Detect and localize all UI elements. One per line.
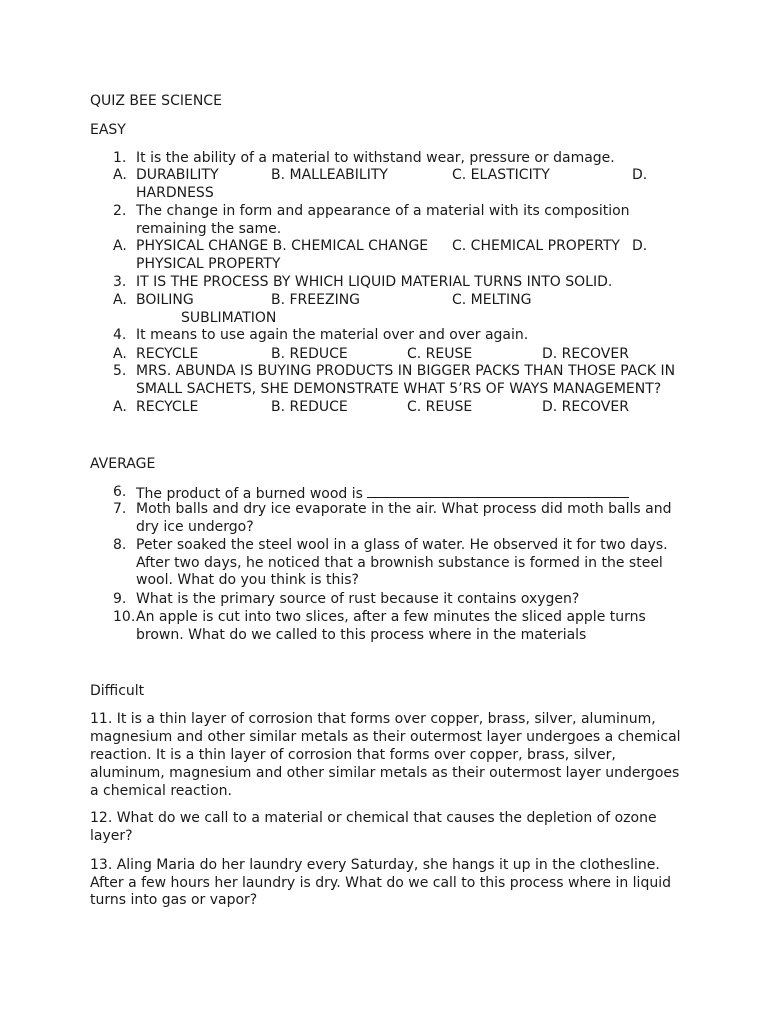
choice-letter: A. (113, 346, 127, 362)
question-text-5-line2: SMALL SACHETS, SHE DEMONSTRATE WHAT 5’RS OF WAYS MANAGEMENT? (136, 381, 662, 397)
choice-letter: A. (113, 292, 127, 308)
choice-a: RECYCLE (136, 346, 199, 362)
choice-c: C. ELASTICITY (452, 167, 550, 183)
question-11-line2: magnesium and other similar metals as their outermost layer undergoes a chemical (90, 729, 681, 745)
choice-a: BOILING (136, 292, 194, 308)
choice-letter: A. (113, 399, 127, 415)
choice-d: SUBLIMATION (181, 310, 277, 326)
question-13-line1: 13. Aling Maria do her laundry every Saturday, she hangs it up in the clothesline. (90, 857, 660, 873)
question-text-8-line3: wool. What do you think is this? (136, 572, 359, 588)
choice-letter: A. (113, 167, 127, 183)
choice-b: B. REDUCE (271, 346, 348, 362)
question-text-3: IT IS THE PROCESS BY WHICH LIQUID MATERIAL TURNS INTO SOLID. (136, 274, 613, 290)
choice-letter: A. (113, 238, 127, 254)
question-11-line5: a chemical reaction. (90, 783, 232, 799)
question-number-3: 3. (113, 274, 127, 290)
question-text-6-label: The product of a burned wood is (136, 486, 363, 502)
choice-d: PHYSICAL PROPERTY (136, 256, 281, 272)
question-text-2-line2: remaining the same. (136, 221, 282, 237)
question-number-9: 9. (113, 591, 127, 607)
choice-a-b: PHYSICAL CHANGE B. CHEMICAL CHANGE (136, 238, 429, 254)
question-text-5-line1: MRS. ABUNDA IS BUYING PRODUCTS IN BIGGER PACKS THAN THOSE PACK IN (136, 363, 676, 379)
choice-b: B. REDUCE (271, 399, 348, 415)
question-number-2: 2. (113, 203, 127, 219)
question-12-line2: layer? (90, 828, 133, 844)
question-text-4: It means to use again the material over and over again. (136, 327, 529, 343)
question-13-line3: turns into gas or vapor? (90, 892, 258, 908)
choice-c: C. CHEMICAL PROPERTY (452, 238, 620, 254)
answer-blank (367, 483, 629, 498)
question-12-line1: 12. What do we call to a material or chemical that causes the depletion of ozone (90, 810, 657, 826)
question-text-1: It is the ability of a material to withstand wear, pressure or damage. (136, 150, 615, 166)
question-text-8-line2: After two days, he noticed that a brownish substance is formed in the steel (136, 555, 663, 571)
choice-a: RECYCLE (136, 399, 199, 415)
question-number-6: 6. (113, 484, 127, 500)
question-11-line1: 11. It is a thin layer of corrosion that forms over copper, brass, silver, aluminum, (90, 711, 656, 727)
question-text-10-line1: An apple is cut into two slices, after a few minutes the sliced apple turns (136, 609, 646, 625)
choice-c: C. REUSE (407, 346, 473, 362)
choice-d: D. RECOVER (542, 399, 629, 415)
question-number-1: 1. (113, 150, 127, 166)
question-number-10: 10. (113, 609, 136, 625)
question-text-9: What is the primary source of rust because it contains oxygen? (136, 591, 580, 607)
question-text-7-line1: Moth balls and dry ice evaporate in the air. What process did moth balls and (136, 501, 672, 517)
choice-b: B. MALLEABILITY (271, 167, 388, 183)
question-text-10-line2: brown. What do we called to this process where in the materials (136, 627, 587, 643)
question-11-line3: reaction. It is a thin layer of corrosion that forms over copper, brass, silver, (90, 747, 616, 763)
question-text-2-line1: The change in form and appearance of a material with its composition (136, 203, 630, 219)
question-number-4: 4. (113, 327, 127, 343)
choice-a: DURABILITY (136, 167, 219, 183)
section-heading-average: AVERAGE (90, 456, 156, 472)
question-11-line4: aluminum, magnesium and other similar metals as their outermost layer undergoes (90, 765, 680, 781)
page-title: QUIZ BEE SCIENCE (90, 93, 222, 109)
choice-d: D. RECOVER (542, 346, 629, 362)
choice-c: C. REUSE (407, 399, 473, 415)
question-number-5: 5. (113, 363, 127, 379)
section-heading-easy: EASY (90, 122, 126, 138)
choice-d-letter: D. (632, 238, 648, 254)
question-text-8-line1: Peter soaked the steel wool in a glass of water. He observed it for two days. (136, 537, 668, 553)
choice-b: B. FREEZING (271, 292, 361, 308)
choice-c: C. MELTING (452, 292, 532, 308)
choice-d: HARDNESS (136, 185, 214, 201)
question-number-8: 8. (113, 537, 127, 553)
question-13-line2: After a few hours her laundry is dry. What do we call to this process where in liquid (90, 875, 671, 891)
section-heading-difficult: Difficult (90, 683, 145, 699)
question-number-7: 7. (113, 501, 127, 517)
choice-d-letter: D. (632, 167, 648, 183)
question-text-7-line2: dry ice undergo? (136, 519, 254, 535)
